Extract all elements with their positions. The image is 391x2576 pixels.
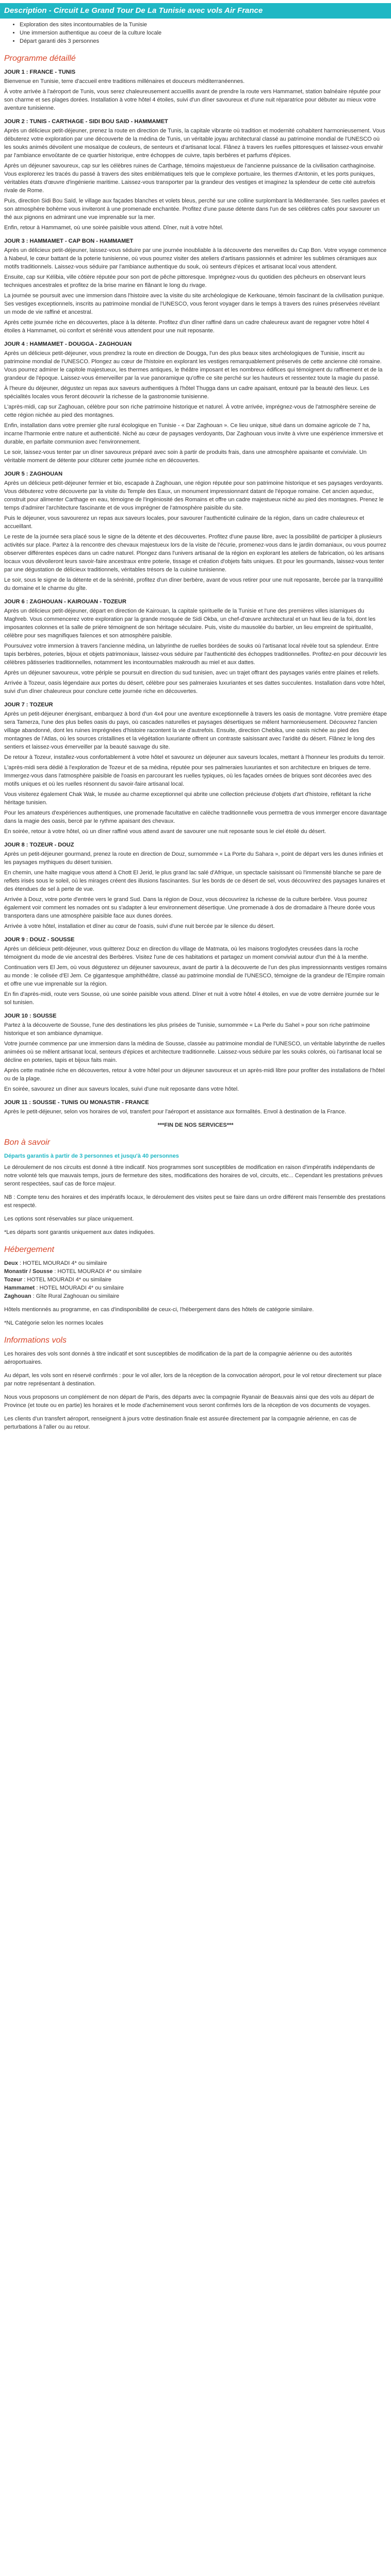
day-title: JOUR 7 : TOZEUR [4, 702, 53, 708]
good-to-know-paragraph: *Les départs sont garantis uniquement aux dates indiquées. [4, 1229, 155, 1235]
program-days [4, 68, 387, 1116]
lodging-note: Hôtels mentionnés au programme, en cas d'indisponibilité de ceux-ci, l'hébergement dans des hôtels de catégorie similaire. [4, 1307, 314, 1313]
highlight-item: • Exploration des sites incontournables de la Tunisie [20, 21, 387, 29]
day-paragraph: En fin d'après-midi, route vers Sousse, où une soirée paisible vous attend. Dîner et nuit à votre hôtel 4 étoiles, en vue de votre dernière journée sur le sol tunisien. [4, 991, 380, 1006]
hotel-line: Tozeur : HOTEL MOURADI 4* ou similaire [4, 1277, 111, 1283]
day-paragraph: Arrivée à Tozeur, oasis légendaire aux portes du désert, célèbre pour ses palmeraies luxuriantes et ses dattes succulentes. Installation dans votre hôtel, suivi d'un dîner chaleureux pour conclure cette journée riche en découvertes. [4, 680, 386, 694]
good-to-know-paragraph: Le déroulement de nos circuits est donné à titre indicatif. Nos programmes sont susceptibles de modification en raison d'impératifs indépendants de notre volonté tels que mauvais temps, jours de fermeture des sites, modifications des horaires de vol, circuits, etc... Cependant les prestations prévues seront respectées, sauf cas de force majeur. [4, 1164, 383, 1187]
day-title: JOUR 11 : SOUSSE - TUNIS OU MONASTIR - FRANCE [4, 1099, 149, 1106]
day-paragraph: À votre arrivée à l'aéroport de Tunis, vous serez chaleureusement accueillis avant de prendre la route vers Hammamet, station balnéaire réputée pour son charme et ses plages dorées. Installation à votre hôtel 4 étoiles, suivi d'un dîner savoureux et d'une nuit réparatrice pour débuter au mieux votre aventure tunisienne. [4, 89, 381, 111]
day-paragraph: Bienvenue en Tunisie, terre d'accueil entre traditions millénaires et douceurs méditerranéennes. [4, 78, 245, 84]
day-paragraph: Après un délicieux petit-déjeuner, départ en direction de Kairouan, la capitale spirituelle de la Tunisie et l'une des premières villes islamiques du Maghreb. Vous commencerez votre exploration par la grande mosquée de Sidi Okba, un chef-d'œuvre architectural et un haut lieu de la foi, dont les imposantes colonnes et la salle de prière témoignent de son héritage séculaire. Puis, visite du mausolée du barbier, un lieu empreint de spiritualité, célèbre pour ses magnifiques faïences et son atmosphère paisible. [4, 608, 376, 639]
day-paragraph: Après un délicieux petit-déjeuner, vous prendrez la route en direction de Dougga, l'un des plus beaux sites archéologiques de Tunisie, inscrit au patrimoine mondial de l'UNESCO. Plongez au cœur de l'histoire en explorant les vestiges remarquablement préservés de cette ancienne cité romaine. Vous pourrez admirer le capitole majestueux, les thermes antiques, le théâtre imposant et les nombreux édifices qui témoignent du raffinement et de la grandeur de l'époque. Laissez-vous émerveiller par la vue panoramique qu'offre ce site perché sur les hauteurs et ressentez toute la magie du passé. [4, 350, 383, 381]
program-heading: Programme détaillé [4, 54, 76, 63]
page [0, 3, 391, 1457]
day-paragraph: Après un petit-déjeuner énergisant, embarquez à bord d'un 4x4 pour une aventure exceptionnelle à travers les oasis de montagne. Votre première étape sera Tamerza, l'une des plus belles oasis du pays, où cascades naturelles et paysages désertiques se mêlent harmonieusement. Découvrez l'ancien village abandonné, dont les ruines imprégnées d'histoire racontent la vie d'autrefois. Ensuite, direction Chebika, une oasis nichée au pied des montagnes de l'Atlas, où les sources cristallines et la végétation luxuriante offrent un contraste saisissant avec l'aridité du désert. Flânez le long des sentiers et laissez-vous émerveiller par la beauté sauvage du site. [4, 711, 387, 750]
day-title: JOUR 2 : TUNIS - CARTHAGE - SIDI BOU SAID - HAMMAMET [4, 118, 168, 125]
day-paragraph: Après un déjeuner savoureux, votre périple se poursuit en direction du sud tunisien, avec un trajet offrant des paysages variés entre plaines et reliefs. [4, 670, 380, 676]
day-paragraph: Après le petit-déjeuner, selon vos horaires de vol, transfert pour l'aéroport et assistance aux formalités. Envol à destination de la France. [4, 1109, 347, 1115]
flight-info-paragraph: Les clients d'un transfert aéroport, renseignent à jours votre destination finale est assurée directement par la compagnie aérienne, en cas de perturbations à l'aller ou au retour. [4, 1416, 357, 1430]
day-paragraph: Après un petit-déjeuner gourmand, prenez la route en direction de Douz, surnommée « La Porte du Sahara », point de départ vers les dunes infinies et les paysages mythiques du désert tunisien. [4, 851, 383, 866]
day-paragraph: Après cette matinée riche en découvertes, retour à votre hôtel pour un déjeuner savoureux et un après-midi libre pour profiter des installations de l'hôtel ou de la plage. [4, 1067, 385, 1082]
day-paragraph: En soirée, savourez un dîner aux saveurs locales, suivi d'une nuit reposante dans votre hôtel. [4, 1086, 239, 1092]
day-paragraph: Continuation vers El Jem, où vous dégusterez un déjeuner savoureux, avant de partir à la découverte de l'un des plus impressionnants vestiges romains au monde : le colisée d'El Jem. Ce gigantesque amphithéâtre, classé au patrimoine mondial de l'UNESCO, témoigne de la grandeur de l'Empire romain et offre une vue imprenable sur la région. [4, 964, 387, 987]
day-paragraph: Enfin, installation dans votre premier gîte rural écologique en Tunisie - « Dar Zaghouan ». Ce lieu unique, situé dans un domaine agricole de 7 ha, incarne l'harmonie entre nature et authenticité. Niché au cœur de paysages verdoyants, Dar Zaghouan vous invite à vivre une expérience immersive et durable, en parfaite communion avec l'environnement. [4, 422, 383, 445]
hotel-city: Hammamet [4, 1285, 35, 1291]
day-paragraph: Après un déjeuner savoureux, cap sur les célèbres ruines de Carthage, témoins majestueux de l'ancienne puissance de la civilisation carthaginoise. Vous explorerez les tracés du passé à travers des sites emblématiques tels que le complexe portuaire, les thermes d'Antonin, et les ports puniques, véritables états d'œuvre d'ingénierie maritime. Laissez-vous transporter par la grandeur des vestiges et imaginez la splendeur de cette cité autrefois rivale de Rome. [4, 163, 376, 194]
hotel-city: Deux [4, 1260, 18, 1266]
day-title: JOUR 10 : SOUSSE [4, 1013, 57, 1019]
hotel-name: HOTEL MOURADI 4* ou similaire [39, 1285, 124, 1291]
day-paragraph: Après cette journée riche en découvertes, place à la détente. Profitez d'un dîner raffiné dans un cadre chaleureux avant de regagner votre hôtel 4 étoiles à Hammamet, où confort et sérénité vous attendent pour une nuit reposante. [4, 319, 369, 334]
day-paragraph: Poursuivez votre immersion à travers l'ancienne médina, un labyrinthe de ruelles bordées de souks où l'artisanat local révèle tout sa splendeur. Entre tapis berbères, poteries, bijoux et objets patrimoniaux, laissez-vous séduire par l'authenticité des échoppes traditionnelles. Profitez-en pour découvrir les célèbres pâtisseries traditionnelles, notamment les incontournables makroudh au miel et aux dattes. [4, 643, 387, 666]
day-paragraph: Le soir, sous le signe de la détente et de la sérénité, profitez d'un dîner berbère, avant de vous retirer pour une nuit reposante, bercée par la tranquillité du domaine et le charme du gîte. [4, 577, 383, 591]
day-paragraph: Votre journée commence par une immersion dans la médina de Sousse, classée au patrimoine mondial de l'UNESCO, un véritable labyrinthe de ruelles animées où se mêlent artisanat local, senteurs d'épices et architecture traditionnelle. Laissez-vous séduire par les souks colorés, où l'artisanat local se décline en poteries, tapis et bijoux faits main. [4, 1041, 385, 1063]
highlight-item: • Une immersion authentique au coeur de la culture locale [20, 29, 387, 37]
day-paragraph: Ensuite, cap sur Kélibia, ville côtière réputée pour son port de pêche pittoresque. Imprégnez-vous du quotidien des pêcheurs en observant leurs techniques ancestrales et profitez de la brise marine en flânant le long du rivage. [4, 274, 366, 289]
day-paragraph: Le reste de la journée sera placé sous le signe de la détente et des découvertes. Profitez d'une pause libre, avec la possibilité de participer à plusieurs activités sur place. Partez à la rencontre des chevaux majestueux lors de la visite de l'écurie, promenez-vous dans le jardin domaniaux, ou vous pourrez observer différentes espèces dans un cadre naturel. Plongez dans l'univers artisanal de la région en explorant les ateliers de fabrication, où les artisans locaux vous dévoileront leurs savoir-faire ancestraux entre poterie, tissage et création d'objets faits uniques. Et pour les gourmands, laissez-vous tenter par une dégustation de délicieux traditionnels, véritables trésors de la cuisine tunisienne. [4, 534, 386, 573]
lodging-note: *NL Catégorie selon les normes locales [4, 1320, 104, 1326]
day-title: JOUR 3 : HAMMAMET - CAP BON - HAMMAMET [4, 238, 134, 244]
day-paragraph: À l'heure du déjeuner, dégustez un repas aux saveurs authentiques à l'hôtel Thugga dans un cadre apaisant, entouré par la beauté des lieux. Les spécialités locales vous feront découvrir la richesse de la gastronomie tunisienne. [4, 385, 369, 400]
day-paragraph: Partez à la découverte de Sousse, l'une des destinations les plus prisées de Tunisie, surnommée « La Perle du Sahel » pour son riche patrimoine historique et son ambiance dynamique. [4, 1022, 370, 1037]
day-paragraph: Après un délicieux petit-déjeuner, prenez la route en direction de Tunis, la capitale vibrante où tradition et modernité cohabitent harmonieusement. Vous débuterez votre exploration par une découverte de la médina de Tunis, un véritable joyau architectural classé au patrimoine mondial de l'UNESCO où les souks animés dévoilent une mosaïque de couleurs, de senteurs et d'artisanat local. Flânez à travers les ruelles pittoresques et laissez-vous envahir par l'ambiance envoûtante de ce quartier historique, entre échoppes de cuivre, tapis berbères et parfums d'épices. [4, 128, 385, 159]
day-paragraph: Après un délicieux petit-déjeuner, vous quitterez Douz en direction du village de Matmata, où les maisons troglodytes creusées dans la roche témoignent du mode de vie ancestral des Berbères. Visitez l'une de ces habitations et partagez un moment convivial autour d'un thé à la menthe. [4, 946, 368, 960]
good-to-know-heading: Bon à savoir [4, 1138, 50, 1147]
flight-info-paragraph: Les horaires des vols sont donnés à titre indicatif et sont susceptibles de modification de la part de la compagnie aérienne ou des autorités aéroportuaires. [4, 1351, 352, 1365]
page-title: Description - Circuit Le Grand Tour De La Tunisie avec vols Air France [0, 3, 391, 19]
hotel-name: HOTEL MOURADI 4* ou similaire [23, 1260, 107, 1266]
hotel-name: HOTEL MOURADI 4* ou similaire [57, 1268, 142, 1275]
highlight-item: • Départ garanti dès 3 personnes [20, 37, 387, 45]
hotel-name: HOTEL MOURADI 4* ou similaire [27, 1277, 111, 1283]
hotel-line: Deux : HOTEL MOURADI 4* ou similaire [4, 1260, 107, 1266]
lodging-heading: Hébergement [4, 1245, 54, 1254]
day-paragraph: L'après-midi, cap sur Zaghouan, célèbre pour son riche patrimoine historique et naturel. À votre arrivée, imprégnez-vous de l'atmosphère sereine de cette région nichée au pied des montagnes. [4, 404, 376, 418]
day-paragraph: La journée se poursuit avec une immersion dans l'histoire avec la visite du site archéologique de Kerkouane, témoin fascinant de la civilisation punique. Ses vestiges exceptionnels, inscrits au patrimoine mondial de l'UNESCO, vous feront voyager dans le temps à travers des ruines préservées révélant un mode de vie raffiné et ancestral. [4, 293, 385, 315]
day-paragraph: Arrivée à Douz, votre porte d'entrée vers le grand Sud. Dans la région de Douz, vous découvrirez la richesse de la culture berbère. Vous pourrez également voir comment les nomades ont su s'adapter à leur environnement désertique. Une promenade à dos de dromadaire à l'heure dorée vous transportera dans une atmosphère paisible face aux dunes dorées. [4, 896, 376, 919]
flight-info-paragraph: Au départ, les vols sont en réservé confirmés : pour le vol aller, lors de la réception de la convocation aéroport, pour le vol retour directement sur place par notre représentant à destination. [4, 1372, 382, 1387]
flight-info-paragraph: Nous vous proposons un complément de non départ de Paris, des départs avec la compagnie Ryanair de Beauvais ainsi que des vols au départ de Province (et toute ou en partie) les horaires et le mode d'acheminement vous seront confirmés lors de la réception de vos documents de voyages. [4, 1394, 374, 1409]
day-title: JOUR 1 : FRANCE - TUNIS [4, 69, 76, 75]
day-paragraph: De retour à Tozeur, installez-vous confortablement à votre hôtel et savourez un déjeuner aux saveurs locales, mettant à l'honneur les produits du terroir. [4, 754, 385, 760]
hotel-name: Gîte Rural Zaghouan ou similaire [36, 1293, 120, 1299]
day-title: JOUR 5 : ZAGHOUAN [4, 471, 63, 477]
good-to-know-paragraph: NB : Compte tenu des horaires et des impératifs locaux, le déroulement des visites peut se faire dans un ordre différent mais l'ensemble des prestations est respecté. [4, 1194, 386, 1209]
hotel-line: Zaghouan : Gîte Rural Zaghouan ou similaire [4, 1293, 120, 1299]
hotel-line: Hammamet : HOTEL MOURADI 4* ou similaire [4, 1285, 124, 1291]
hotel-line: Monastir / Sousse : HOTEL MOURADI 4* ou similaire [4, 1268, 142, 1275]
day-paragraph: Pour les amateurs d'expériences authentiques, une promenade facultative en calèche traditionnelle vous permettra de vous immerger encore davantage dans la magie des oasis, bercé par le rythme apaisant des chevaux. [4, 810, 387, 824]
day-paragraph: Vous visiterez également Chak Wak, le musée au charme exceptionnel qui abrite une collection précieuse d'objets d'art d'histoire, reflétant la riche héritage tunisien. [4, 791, 371, 806]
day-paragraph: En soirée, retour à votre hôtel, où un dîner raffiné vous attend avant de savourer une nuit reposante sous le ciel étoilé du désert. [4, 828, 327, 835]
day-paragraph: En chemin, une halte magique vous attend à Chott El Jerid, le plus grand lac salé d'Afrique, un spectacle saisissant où l'immensité blanche se pare de reflets irisés sous le soleil, où les mirages créent des illusions fascinantes. Sur les bords de ce désert de sel, vous découvrirez des paysages lunaires et des étendues de sel à perte de vue. [4, 870, 385, 892]
day-paragraph: L'après-midi sera dédié à l'exploration de Tozeur et de sa médina, réputée pour ses palmeraies luxuriantes et son architecture en briques de terre. Immergez-vous dans l'atmosphère paisible de l'oasis en parcourant les ruelles typiques, où les façades ornées de briques sont décorées avec des motifs uniques et où les ruelles résonnent du savoir-faire artisanal local. [4, 765, 372, 787]
hotel-city: Tozeur [4, 1277, 23, 1283]
day-paragraph: Après un délicieux petit-déjeuner fermier et bio, escapade à Zaghouan, une région réputée pour son patrimoine historique et ses paysages verdoyants. Vous débuterez votre découverte par la visite du Temple des Eaux, un monument impressionnant datant de l'époque romaine. Cet ancien aqueduc, construit pour alimenter Carthage en eau, témoigne de l'ingéniosité des Romains et offre un cadre majestueux niché au pied des montagnes. Prenez le temps d'admirer l'architecture fascinante et de vous imprégner de l'atmosphère paisible du site. [4, 480, 384, 511]
hotel-list [4, 1259, 387, 1300]
day-title: JOUR 8 : TOZEUR - DOUZ [4, 842, 74, 848]
highlights-list [4, 21, 387, 45]
day-title: JOUR 9 : DOUZ - SOUSSE [4, 937, 75, 943]
good-to-know-paragraph: Les options sont réservables sur place uniquement. [4, 1216, 134, 1222]
flight-info-heading: Informations vols [4, 1336, 67, 1345]
day-paragraph: Arrivée à votre hôtel, installation et dîner au cœur de l'oasis, suivi d'une nuit bercée par le silence du désert. [4, 923, 275, 929]
day-paragraph: Après un délicieux petit-déjeuner, laissez-vous séduire par une journée inoubliable à la découverte des merveilles du Cap Bon. Votre voyage commence à Nabeul, le cœur battant de la poterie tunisienne, où vous pourrez visiter des ateliers d'artisans passionnés et admirer les sublimes céramiques aux motifs traditionnels. Laissez-vous séduire par l'ambiance authentique du souk, où senteurs d'épices et artisanat local vous attendent. [4, 247, 387, 270]
day-paragraph: Le soir, laissez-vous tenter par un dîner savoureux préparé avec soin à partir de produits frais, dans une atmosphère apaisante et conviviale. Un véritable moment de détente pour clôturer cette journée riche en découvertes. [4, 449, 367, 464]
services-note: ***FIN DE NOS SERVICES*** [157, 1122, 234, 1128]
day-title: JOUR 6 : ZAGHOUAN - KAIROUAN - TOZEUR [4, 599, 126, 605]
good-to-know-subheading: Départs garantis à partir de 3 personnes et jusqu'à 40 personnes [4, 1153, 179, 1159]
content [0, 21, 391, 1431]
hotel-city: Zaghouan [4, 1293, 31, 1299]
day-paragraph: Enfin, retour à Hammamet, où une soirée paisible vous attend. Dîner, nuit à votre hôtel. [4, 225, 223, 231]
hotel-city: Monastir / Sousse [4, 1268, 53, 1275]
day-title: JOUR 4 : HAMMAMET - DOUGGA - ZAGHOUAN [4, 341, 132, 347]
day-paragraph: Puis le déjeuner, vous savourerez un repas aux saveurs locales, pour savourer l'authenticité culinaire de la région, dans un cadre chaleureux et accueillant. [4, 515, 364, 530]
day-paragraph: Puis, direction Sidi Bou Saïd, le village aux façades blanches et volets bleus, perché sur une colline surplombant la Méditerranée. Ses ruelles pavées et son atmosphère bohème vous inviteront à une promenade enchantée. Profitez d'une pause détente dans l'un de ses célèbres cafés pour savourer un thé aux pignons en admirant une vue imprenable sur la mer. [4, 198, 385, 221]
